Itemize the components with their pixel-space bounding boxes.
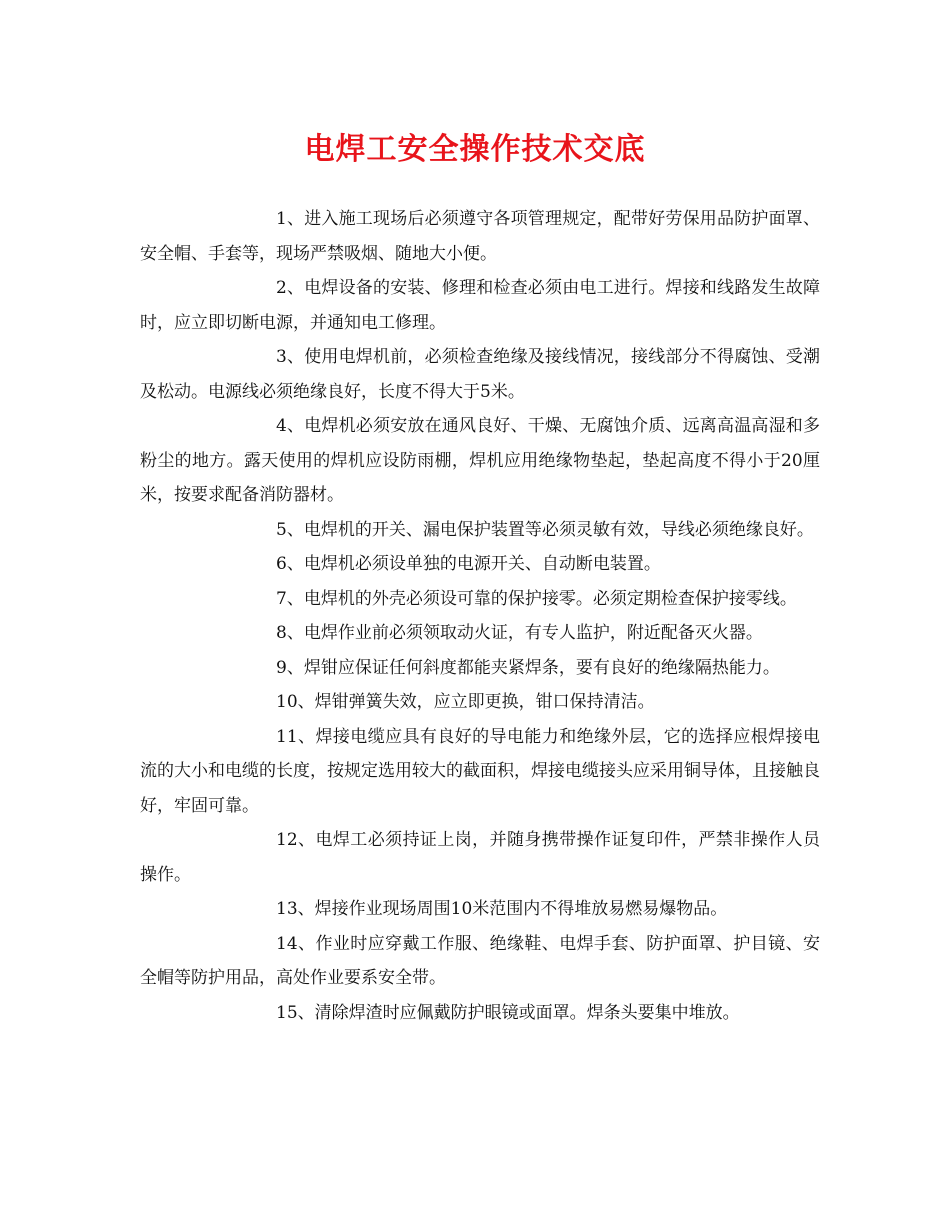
paragraph-item-13: 13、焊接作业现场周围10米范围内不得堆放易燃易爆物品。 xyxy=(276,899,728,919)
paragraph-item-7: 7、电焊机的外壳必须设可靠的保护接零。必须定期检查保护接零线。 xyxy=(276,588,797,609)
paragraph-item-9: 9、焊钳应保证任何斜度都能夹紧焊条，要有良好的绝缘隔热能力。 xyxy=(276,657,780,678)
paragraph-item-12: 12、电焊工必须持证上岗，并随身携带操作证复印件，严禁非操作人员操作。 xyxy=(140,830,820,885)
paragraph-item-14: 14、作业时应穿戴工作服、绝缘鞋、电焊手套、防护面罩、护目镜、安全帽等防护用品，高处作业要系安全带。 xyxy=(140,933,820,988)
paragraph-item-1: 1、进入施工现场后必须遵守各项管理规定，配带好劳保用品防护面罩、安全帽、手套等，现场严禁吸烟、随地大小便。 xyxy=(140,209,820,264)
paragraph-item-5: 5、电焊机的开关、漏电保护装置等必须灵敏有效，导线必须绝缘良好。 xyxy=(276,519,814,540)
document-body xyxy=(140,202,820,1030)
paragraph-item-6: 6、电焊机必须设单独的电源开关、自动断电装置。 xyxy=(276,554,661,574)
paragraph-item-8: 8、电焊作业前必须领取动火证，有专人监护，附近配备灭火器。 xyxy=(276,623,763,643)
paragraph-item-3: 3、使用电焊机前，必须检查绝缘及接线情况，接线部分不得腐蚀、受潮及松动。电源线必须绝缘良好，长度不得大于5米。 xyxy=(140,347,820,402)
paragraph-item-15: 15、清除焊渣时应佩戴防护眼镜或面罩。焊条头要集中堆放。 xyxy=(276,1002,740,1023)
paragraph-item-4: 4、电焊机必须安放在通风良好、干燥、无腐蚀介质、远离高温高湿和多粉尘的地方。露天使用的焊机应设防雨棚，焊机应用绝缘物垫起，垫起高度不得小于20厘米，按要求配备消防器材。 xyxy=(140,416,820,505)
paragraph-item-2: 2、电焊设备的安装、修理和检查必须由电工进行。焊接和线路发生故障时，应立即切断电源，并通知电工修理。 xyxy=(140,278,820,333)
document-title: 电焊工安全操作技术交底 xyxy=(304,132,646,167)
paragraph-item-10: 10、焊钳弹簧失效，应立即更换，钳口保持清洁。 xyxy=(276,692,655,712)
paragraph-item-11: 11、焊接电缆应具有良好的导电能力和绝缘外层，它的选择应根焊接电流的大小和电缆的长度，按规定选用较大的截面积，焊接电缆接头应采用铜导体，且接触良好，牢固可靠。 xyxy=(140,726,820,816)
